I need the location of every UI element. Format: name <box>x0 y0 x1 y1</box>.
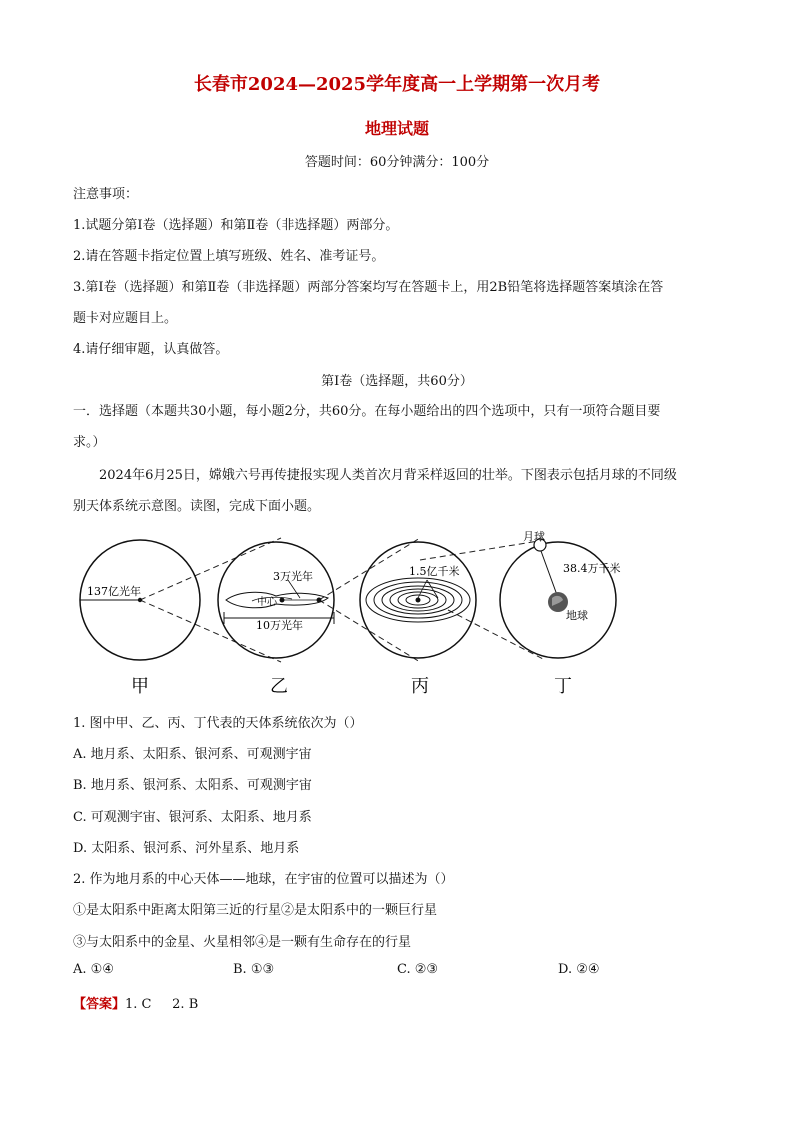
note-item-3-cont: 题卡对应题目上。 <box>73 311 178 326</box>
answer-text: 1. C 2. B <box>125 997 199 1012</box>
label-10w: 10万光年 <box>256 619 303 632</box>
note-item-3: 3.第Ⅰ卷（选择题）和第Ⅱ卷（非选择题）两部分答案均写在答题卡上，用2B铅笔将选择题答案填涂在答 <box>73 280 664 295</box>
section-intro: 一．选择题（本题共30小题，每小题2分，共60分。在每小题给出的四个选项中，只有一项符合题目要 <box>73 404 661 419</box>
question-2-option-c: C. ②③ <box>397 962 439 977</box>
question-1-stem: 1. 图中甲、乙、丙、丁代表的天体系统依次为（） <box>73 716 363 731</box>
question-1-option-d: D. 太阳系、银河系、河外星系、地月系 <box>73 841 300 856</box>
question-1-option-a: A. 地月系、太阳系、银河系、可观测宇宙 <box>73 747 312 762</box>
question-2-option-d: D. ②④ <box>558 962 600 977</box>
note-item-2: 2.请在答题卡指定位置上填写班级、姓名、准考证号。 <box>73 249 385 264</box>
note-item-4: 4.请仔细审题，认真做答。 <box>73 342 229 357</box>
question-2-statements-1: ①是太阳系中距离太阳第三近的行星②是太阳系中的一颗巨行星 <box>73 903 438 918</box>
label-3w: 3万光年 <box>273 570 313 583</box>
label-moon: 月球 <box>523 530 545 543</box>
passage-line-1: 2024年6月25日，嫦娥六号再传捷报实现人类首次月背采样返回的壮举。下图表示包括月球的不同级 <box>99 468 677 483</box>
question-2-statements-2: ③与太阳系中的金星、火星相邻④是一颗有生命存在的行星 <box>73 935 412 950</box>
section-title: 第Ⅰ卷（选择题，共60分） <box>321 374 473 389</box>
exam-info: 答题时间：60分钟满分：100分 <box>304 155 490 170</box>
label-137: 137亿光年 <box>87 585 141 598</box>
notes-heading: 注意事项： <box>73 187 139 202</box>
question-1-option-c: C. 可观测宇宙、银河系、太阳系、地月系 <box>73 810 312 825</box>
label-yi: 乙 <box>270 676 288 697</box>
label-384: 38.4万千米 <box>563 562 621 575</box>
passage-line-2: 别天体系统示意图。读图，完成下面小题。 <box>73 499 321 514</box>
question-2-stem: 2. 作为地月系的中心天体——地球，在宇宙的位置可以描述为（） <box>73 872 454 887</box>
label-bing: 丙 <box>411 676 429 697</box>
answer-line <box>73 993 198 1012</box>
section-intro-cont: 求。） <box>73 435 106 450</box>
label-ding: 丁 <box>554 676 572 697</box>
label-earth: 地球 <box>566 609 588 622</box>
label-center: 中心 <box>257 597 277 608</box>
page-title: 长春市2024—2025学年度高一上学期第一次月考 <box>193 74 601 95</box>
label-jia: 甲 <box>131 676 149 697</box>
question-1-option-b: B. 地月系、银河系、太阳系、可观测宇宙 <box>73 778 312 793</box>
celestial-systems-figure <box>0 525 794 705</box>
note-item-1: 1.试题分第Ⅰ卷（选择题）和第Ⅱ卷（非选择题）两部分。 <box>73 218 399 233</box>
question-2-option-b: B. ①③ <box>233 962 275 977</box>
label-15: 1.5亿千米 <box>409 565 460 578</box>
answer-tag: 【答案】 <box>73 997 126 1012</box>
subject-title: 地理试题 <box>364 119 429 138</box>
question-2-option-a: A. ①④ <box>73 962 114 977</box>
